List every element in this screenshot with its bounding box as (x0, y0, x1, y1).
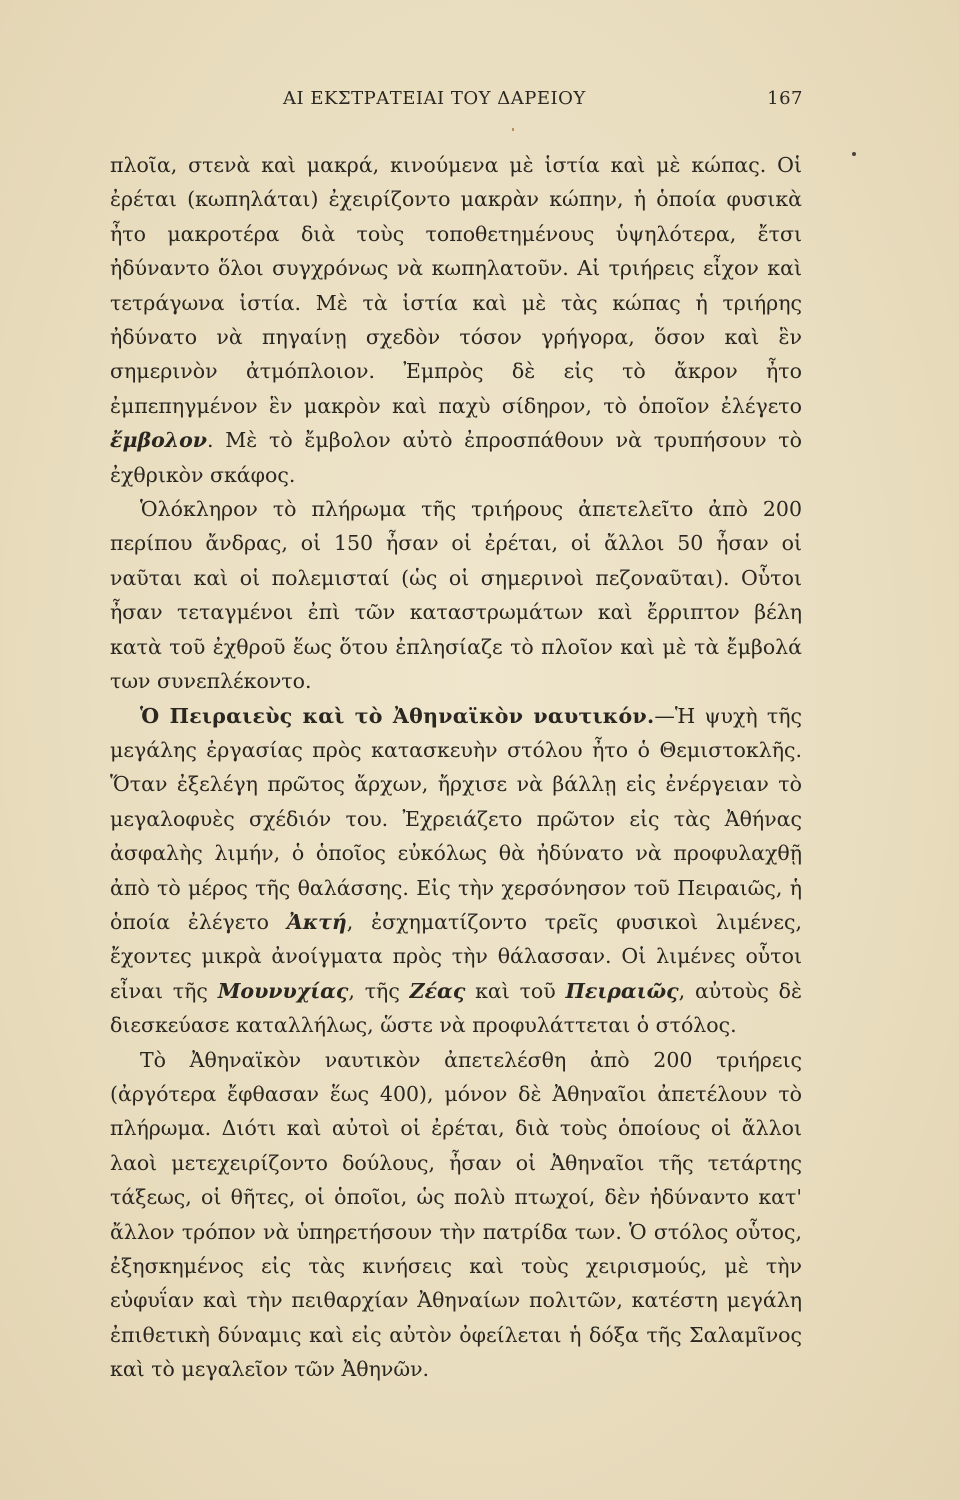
text-run: —Ἡ ψυχὴ τῆς μεγάλης ἐργασίας πρὸς κατασκευὴν στόλου ἦτο ὁ Θεμιστοκλῆς. Ὅταν ἐξελέγη πρῶτος ἄρχων, ἤρχισε νὰ βάλλῃ εἰς ἐνέργειαν τὸ μεγαλοφυὲς σχέδιόν του. Ἐχρειάζετο πρῶτον εἰς τὰς Ἀθήνας ἀσφαλὴς λιμήν, ὁ ὁποῖος εὐκόλως θὰ ἠδύνατο νὰ προφυλαχθῇ ἀπὸ τὸ μέρος τῆς θαλάσσης. Εἰς τὴν χερσόνησον τοῦ Πειραιῶς, ἡ ὁποία ἐλέγετο (110, 703, 803, 934)
text-run: καὶ τοῦ (475, 978, 556, 1003)
ink-speck (512, 128, 514, 131)
paragraph-2: Ὁλόκληρον τὸ πλήρωμα τῆς τριήρους ἀπετελεῖτο ἀπὸ 200 περίπου ἄνδρας, οἱ 150 ἦσαν οἱ ἐρέται, οἱ ἄλλοι 50 ἦσαν οἱ ναῦται καὶ οἱ πολεμισταί (ὡς οἱ σημερινοὶ πεζοναῦται). Οὗτοι ἦσαν τεταγμένοι ἐπὶ τῶν καταστρωμάτων καὶ ἔρριπτον βέλη κατὰ τοῦ ἐχθροῦ ἕως ὅτου ἐπλησίαζε τὸ πλοῖον καὶ μὲ τὰ ἔμβολά των συνεπλέκοντο. (110, 497, 802, 694)
emphasis-akti: Ἀκτή (286, 909, 347, 934)
text-run: πλοῖα, στενὰ καὶ μακρά, κινούμενα μὲ ἱστία καὶ μὲ κώπας. Οἱ ἐρέται (κωπηλάται) ἐχειρίζοντο μακρὰν κώπην, ἡ ὁποία φυσικὰ ἦτο μακροτέρα διὰ τοὺς τοποθετημένους ὑψηλότερα, ἔτσι ἠδύναντο ὅλοι συγχρόνως νὰ κωπηλατοῦν. Αἱ τριήρεις εἶχον καὶ τετράγωνα ἱστία. Μὲ τὰ ἱστία καὶ μὲ τὰς κώπας ἡ τριήρης ἠδύνατο νὰ πηγαίνῃ σχεδὸν τόσον γρήγορα, ὅσον καὶ ἓν σημερινὸν ἀτμόπλοιον. Ἐμπρὸς δὲ εἰς τὸ ἄκρον ἦτο ἐμπεπηγμένον ἓν μακρὸν καὶ παχὺ σίδηρον, τὸ ὁποῖον ἐλέγετο (110, 153, 802, 418)
emphasis-zea: Ζέας (409, 978, 466, 1003)
paragraph-3 (110, 699, 802, 1043)
emphasis-embolon: ἔμβολον (110, 428, 208, 453)
page-number: 167 (767, 88, 803, 109)
emphasis-peiraios: Πειραιῶς (565, 978, 679, 1003)
emphasis-mounychia: Μουνυχίας (217, 978, 349, 1003)
text-run: , τῆς (348, 978, 400, 1003)
body-text (110, 148, 802, 1387)
section-heading: Ὁ Πειραιεὺς καὶ τὸ Ἀθηναϊκὸν ναυτικόν. (140, 703, 655, 728)
text-run: , αὐτοὺς δὲ διεσκεύασε καταλλήλως, ὥστε νὰ προφυλάττεται ὁ στόλος. (110, 978, 803, 1038)
paragraph-4: Τὸ Ἀθηναϊκὸν ναυτικὸν ἀπετελέσθη ἀπὸ 200 τριήρεις (ἀργότερα ἔφθασαν ἕως 400), μόνον δὲ Ἀθηναῖοι ἀπετέλουν τὸ πλήρωμα. Διότι καὶ αὐτοὶ οἱ ἐρέται, διὰ τοὺς ὁποίους οἱ ἄλλοι λαοὶ μετεχειρίζοντο δούλους, ἦσαν οἱ Ἀθηναῖοι τῆς τετάρτης τάξεως, οἱ θῆτες, οἱ ὁποῖοι, ὡς πολὺ πτωχοί, δὲν ἠδύναντο κατ' ἄλλον τρόπον νὰ ὑπηρετήσουν τὴν πατρίδα των. Ὁ στόλος οὗτος, ἐξησκημένος εἰς τὰς κινήσεις καὶ τοὺς χειρισμούς, μὲ τὴν εὐφυΐαν καὶ τὴν πειθαρχίαν Ἀθηναίων πολιτῶν, κατέστη μεγάλη ἐπιθετικὴ δύναμις καὶ εἰς αὐτὸν ὀφείλεται ἡ δόξα τῆς Σαλαμῖνος καὶ τὸ μεγαλεῖον τῶν Ἀθηνῶν. (110, 1047, 802, 1382)
running-title: ΑΙ ΕΚΣΤΡΑΤΕΙΑΙ ΤΟΥ ΔΑΡΕΙΟΥ (283, 88, 586, 109)
text-run: . Μὲ τὸ ἔμβολον αὐτὸ ἐπροσπάθουν νὰ τρυπήσουν τὸ ἐχθρικὸν σκάφος. (110, 428, 802, 487)
paragraph-1 (110, 148, 802, 492)
ink-speck (852, 152, 856, 156)
text-run: , ἐσχηματίζοντο τρεῖς φυσικοὶ λιμένες, ἔχοντες μικρὰ ἀνοίγματα πρὸς τὴν θάλασσαν. Οἱ λιμένες οὗτοι εἶναι τῆς (110, 909, 802, 1003)
